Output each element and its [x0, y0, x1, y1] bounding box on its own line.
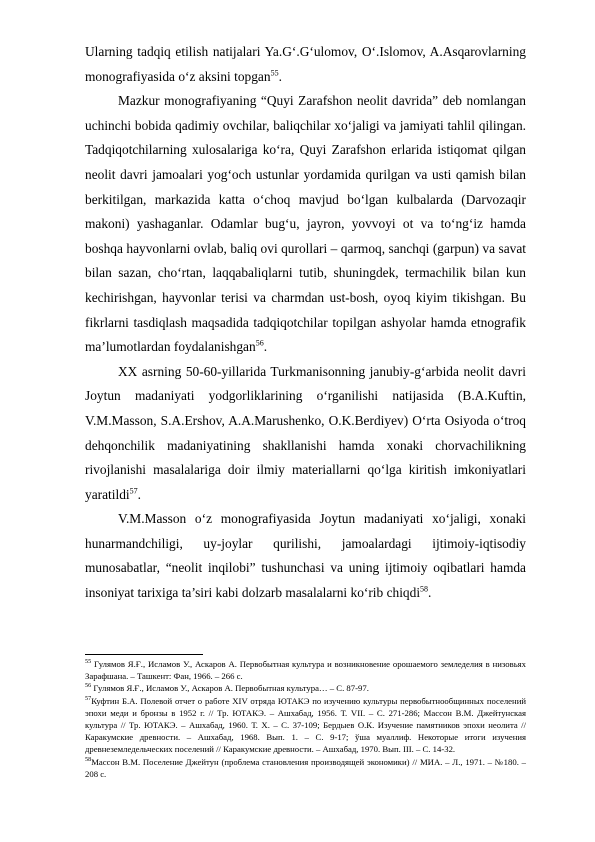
footnote-55: $^{55}$ Гулямов Я.Ғ., Исламов У., Аскаров А. Первобытная культура и возникновение орошаемого земледелия в низовьях Зарафшана. – Ташкент: Фан, 1966. – 266 с.	[85, 658, 526, 682]
paragraph-4: V.M.Masson o‘z monografiyasida Joytun madaniyati xo‘jaligi, xonaki hunarmandchiligi, uy-joylar qurilishi, jamoalardagi ijtimoiy-iqtisodiy munosabatlar, “neolit inqilobi” tushunchasi va uning ijtimoiy oqibatlari hamda insoniyat tarixiga ta’siri kabi dolzarb masalalarni ko‘rib chiqdi$^{58}$.	[85, 511, 526, 601]
footnote-ref-55[interactable]: 55	[270, 68, 279, 78]
paragraph-3: XX asrning 50-60-yillarida Turkmanisonning janubiy-g‘arbida neolit davri Joytun madaniyati yodgorliklarining o‘rganilishi natijasida (B.A.Kuftin, V.M.Masson, S.A.Ershov, A.A.Marushenko, O.K.Berdiyev) O‘rta Osiyoda o‘troq dehqonchilik madaniyatining shakllanishi hamda xonaki chorvachilikning rivojlanishi masalalariga doir ilmiy materiallarni qo‘lga kiritish imkoniyatlari yaratildi$^{57}$.	[85, 363, 526, 502]
paragraph-2: Mazkur monografiyaning “Quyi Zarafshon neolit davrida” deb nomlangan uchinchi bobida qadimiy ovchilar, baliqchilar xo‘jaligi va jamiyati tahlil qilingan. Tadqiqotchilarning xulosalariga ko‘ra, Quyi Zarafshon erlarida istiqomat qilgan neolit davri jamoalari yog‘och ustunlar yordamida qurilgan va usti qamish bilan berkitilgan, markazida katta o‘choq mavjud bo‘lgan kulbalarda (Darvozaqir makoni) yashaganlar. Odamlar bug‘u, jayron, yovvoyi ot va to‘ng‘iz hamda boshqa hayvonlarni ovlab, baliq ovi qurollari – qarmoq, sanchqi (garpun) va savat bilan sazan, cho‘rtan, laqqabaliqlarni tutib, shuningdek, termachilik bilan kun kechirishgan, hayvonlar terisi va charmdan ust-bosh, oyoq kiyim tikishgan. Bu fikrlarni tasdiqlash maqsadida tadqiqotchilar topilgan ashyolar hamda etnografik ma’lumotlardan foydalanishgan$^{56}$.	[85, 93, 526, 355]
footnote-57: $^{57}$Куфтин Б.А. Полевой отчет о работе XIV отряда ЮТАКЭ по изучению культуры первобытнообщинных поселений эпохи меди и бронзы в 1952 г. // Тр. ЮТАКЭ. – Ашхабад, 1956. Т. VII. – С. 271-286; Массон В.М. Джейтунская культура // Тр. ЮТАКЭ. – Ашхабад, 1960. Т. Х. – С. 37-109; Бердыев О.К. Изучение памятников эпохи неолита // Каракумские древности. – Ашхабад, 1968. Вып. 1. – С. 9-17; ўша муаллиф. Некоторые итоги изучения древнеземледельческих поселений // Каракумские древности. – Ашхабад, 1970. Вып. III. – С. 14-32.	[85, 694, 526, 755]
main-text	[85, 40, 526, 606]
footnote-ref-58[interactable]: 58	[420, 584, 429, 594]
footnote-56: $^{56}$ Гулямов Я.Ғ., Исламов У., Аскаров А. Первобытная культура… – С. 87-97.	[85, 682, 369, 694]
footnote-ref-56[interactable]: 56	[255, 338, 264, 348]
footnotes	[85, 658, 526, 780]
paragraph-1: Ularning tadqiq etilish natijalari Ya.G‘.G‘ulomov, O‘.Islomov, A.Asqarovlarning monografiyasida o‘z aksini topgan$^{55}$.	[85, 44, 526, 84]
footnote-divider	[85, 654, 203, 655]
footnote-ref-57[interactable]: 57	[129, 486, 138, 496]
footnote-58: $^{58}$Массон В.М. Поселение Джейтун (проблема становления производящей экономики) // МИА. – Л., 1971. – №180. – 208 с.	[85, 755, 526, 779]
